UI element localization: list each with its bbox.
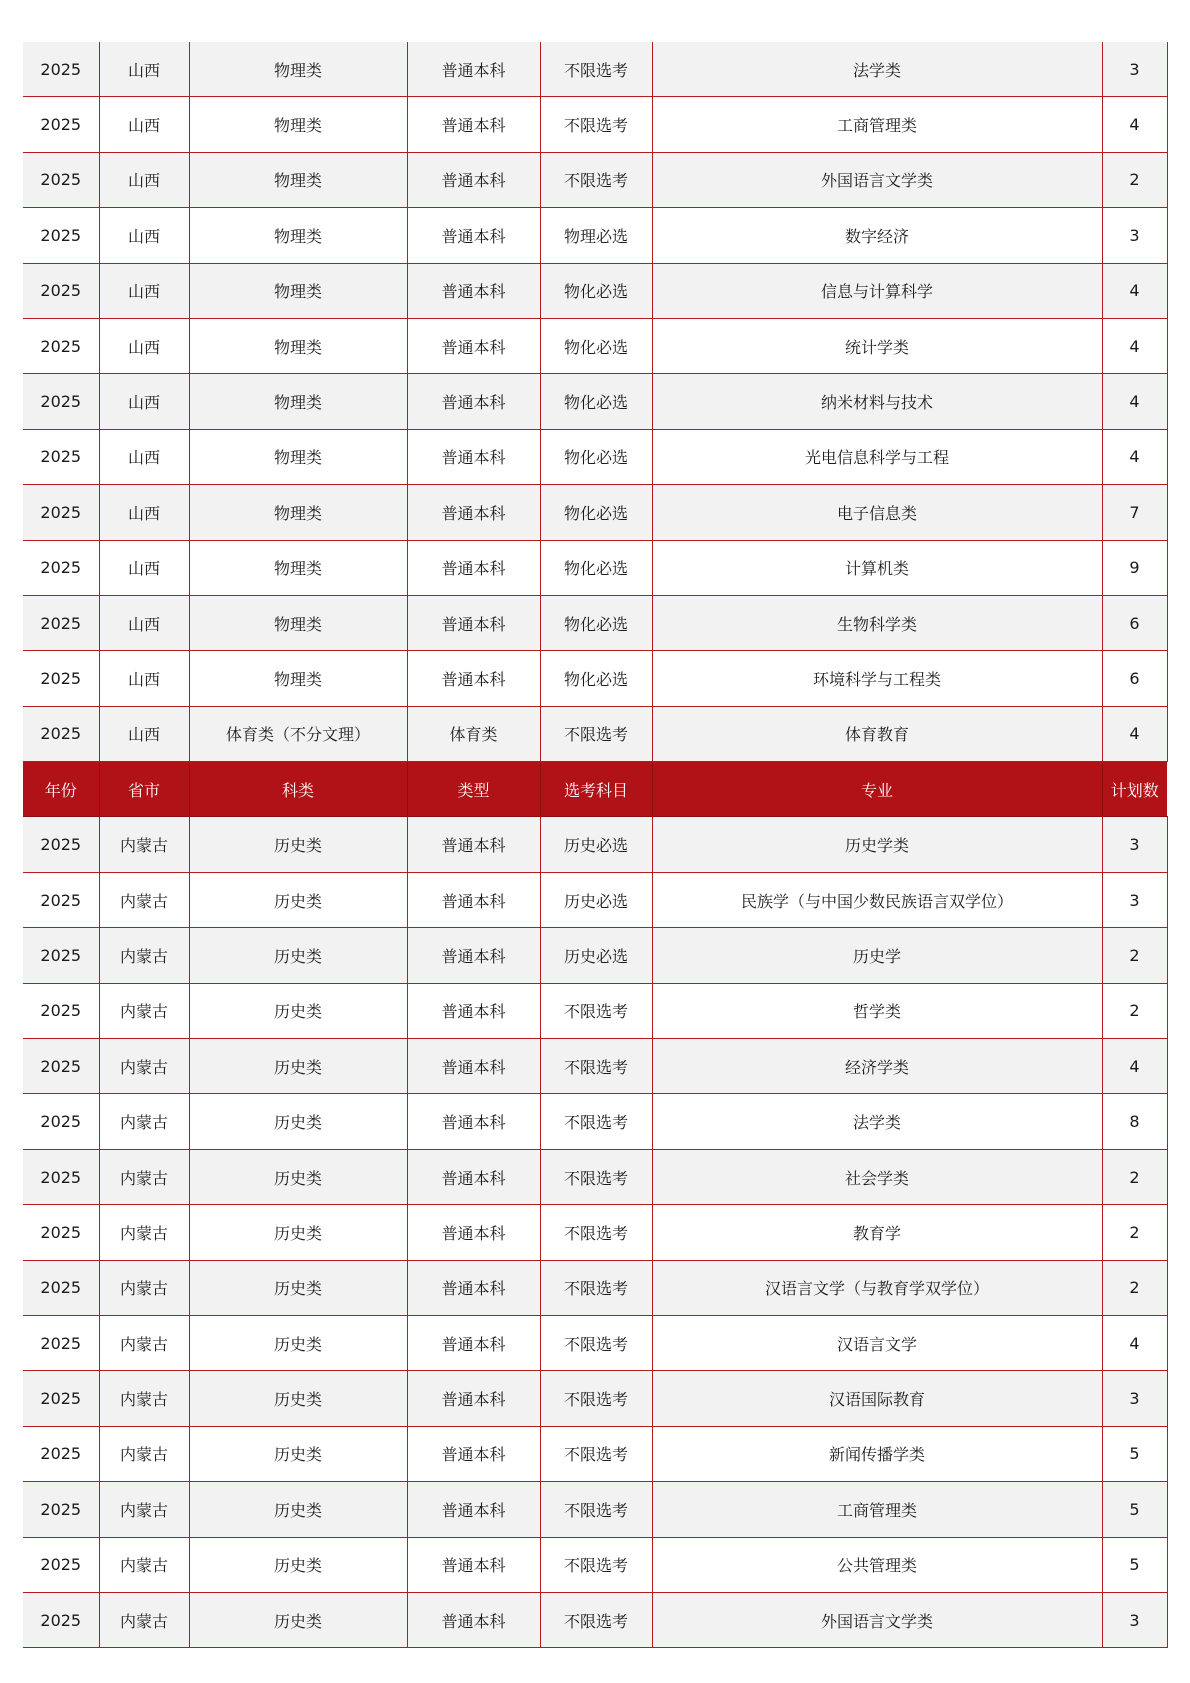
type-cell: 普通本科 bbox=[407, 1205, 540, 1260]
province-cell: 内蒙古 bbox=[99, 1205, 189, 1260]
province-cell: 内蒙古 bbox=[99, 1592, 189, 1647]
province-cell: 山西 bbox=[99, 42, 189, 97]
subjects-cell: 物化必选 bbox=[540, 651, 652, 706]
subjects-cell: 物理必选 bbox=[540, 208, 652, 263]
type-cell: 普通本科 bbox=[407, 1482, 540, 1537]
subjects-cell: 不限选考 bbox=[540, 97, 652, 152]
year-cell: 2025 bbox=[23, 263, 99, 318]
plan-count-cell: 6 bbox=[1102, 595, 1167, 650]
major-cell: 历史学类 bbox=[652, 817, 1102, 872]
category-cell: 物理类 bbox=[189, 540, 407, 595]
table-row bbox=[23, 651, 1167, 706]
major-cell: 信息与计算科学 bbox=[652, 263, 1102, 318]
year-cell: 2025 bbox=[23, 1315, 99, 1370]
year-cell: 2025 bbox=[23, 429, 99, 484]
table-row bbox=[23, 1315, 1167, 1370]
type-cell: 普通本科 bbox=[407, 1592, 540, 1647]
major-cell: 法学类 bbox=[652, 1094, 1102, 1149]
table-row bbox=[23, 706, 1167, 761]
plan-count-cell: 2 bbox=[1102, 152, 1167, 207]
category-cell: 物理类 bbox=[189, 97, 407, 152]
major-cell: 历史学 bbox=[652, 928, 1102, 983]
province-cell: 山西 bbox=[99, 429, 189, 484]
year-cell: 2025 bbox=[23, 651, 99, 706]
plan-count-cell: 3 bbox=[1102, 872, 1167, 927]
year-cell: 2025 bbox=[23, 1094, 99, 1149]
major-cell: 统计学类 bbox=[652, 318, 1102, 373]
table-row bbox=[23, 152, 1167, 207]
plan-count-cell: 4 bbox=[1102, 374, 1167, 429]
type-cell: 普通本科 bbox=[407, 42, 540, 97]
header-major: 专业 bbox=[652, 762, 1102, 817]
type-cell: 普通本科 bbox=[407, 263, 540, 318]
province-cell: 内蒙古 bbox=[99, 1094, 189, 1149]
province-cell: 内蒙古 bbox=[99, 1260, 189, 1315]
type-cell: 普通本科 bbox=[407, 983, 540, 1038]
plan-count-cell: 8 bbox=[1102, 1094, 1167, 1149]
header-subjects: 选考科目 bbox=[540, 762, 652, 817]
category-cell: 历史类 bbox=[189, 1205, 407, 1260]
table-row bbox=[23, 595, 1167, 650]
enrollment-table-bottom bbox=[23, 762, 1168, 1648]
type-cell: 普通本科 bbox=[407, 1315, 540, 1370]
category-cell: 历史类 bbox=[189, 872, 407, 927]
province-cell: 山西 bbox=[99, 595, 189, 650]
header-category: 科类 bbox=[189, 762, 407, 817]
subjects-cell: 不限选考 bbox=[540, 1371, 652, 1426]
type-cell: 普通本科 bbox=[407, 540, 540, 595]
major-cell: 哲学类 bbox=[652, 983, 1102, 1038]
year-cell: 2025 bbox=[23, 485, 99, 540]
plan-count-cell: 2 bbox=[1102, 1149, 1167, 1204]
subjects-cell: 历史必选 bbox=[540, 928, 652, 983]
province-cell: 内蒙古 bbox=[99, 1482, 189, 1537]
category-cell: 体育类（不分文理） bbox=[189, 706, 407, 761]
subjects-cell: 不限选考 bbox=[540, 1537, 652, 1592]
header-plan-count: 计划数 bbox=[1102, 762, 1167, 817]
year-cell: 2025 bbox=[23, 1205, 99, 1260]
type-cell: 普通本科 bbox=[407, 208, 540, 263]
subjects-cell: 物化必选 bbox=[540, 595, 652, 650]
table-row bbox=[23, 1482, 1167, 1537]
plan-count-cell: 3 bbox=[1102, 208, 1167, 263]
table-row bbox=[23, 983, 1167, 1038]
year-cell: 2025 bbox=[23, 152, 99, 207]
subjects-cell: 不限选考 bbox=[540, 1094, 652, 1149]
plan-count-cell: 4 bbox=[1102, 1315, 1167, 1370]
subjects-cell: 不限选考 bbox=[540, 1315, 652, 1370]
category-cell: 历史类 bbox=[189, 1315, 407, 1370]
plan-count-cell: 2 bbox=[1102, 1205, 1167, 1260]
category-cell: 历史类 bbox=[189, 983, 407, 1038]
year-cell: 2025 bbox=[23, 1149, 99, 1204]
province-cell: 山西 bbox=[99, 485, 189, 540]
table-row bbox=[23, 1426, 1167, 1481]
table-header-row bbox=[23, 762, 1167, 817]
year-cell: 2025 bbox=[23, 208, 99, 263]
province-cell: 内蒙古 bbox=[99, 1537, 189, 1592]
category-cell: 物理类 bbox=[189, 651, 407, 706]
province-cell: 内蒙古 bbox=[99, 1426, 189, 1481]
table-row bbox=[23, 1371, 1167, 1426]
plan-count-cell: 3 bbox=[1102, 817, 1167, 872]
major-cell: 数字经济 bbox=[652, 208, 1102, 263]
major-cell: 汉语言文学（与教育学双学位） bbox=[652, 1260, 1102, 1315]
type-cell: 普通本科 bbox=[407, 1094, 540, 1149]
header-type: 类型 bbox=[407, 762, 540, 817]
type-cell: 普通本科 bbox=[407, 872, 540, 927]
table-row bbox=[23, 872, 1167, 927]
table-body-shanxi bbox=[23, 42, 1167, 762]
major-cell: 体育教育 bbox=[652, 706, 1102, 761]
province-cell: 内蒙古 bbox=[99, 928, 189, 983]
table-row bbox=[23, 429, 1167, 484]
table-body-inner-mongolia bbox=[23, 817, 1167, 1648]
subjects-cell: 不限选考 bbox=[540, 152, 652, 207]
year-cell: 2025 bbox=[23, 983, 99, 1038]
major-cell: 社会学类 bbox=[652, 1149, 1102, 1204]
subjects-cell: 不限选考 bbox=[540, 1260, 652, 1315]
province-cell: 山西 bbox=[99, 152, 189, 207]
type-cell: 普通本科 bbox=[407, 1426, 540, 1481]
plan-count-cell: 2 bbox=[1102, 983, 1167, 1038]
category-cell: 物理类 bbox=[189, 485, 407, 540]
type-cell: 普通本科 bbox=[407, 928, 540, 983]
subjects-cell: 不限选考 bbox=[540, 42, 652, 97]
year-cell: 2025 bbox=[23, 42, 99, 97]
plan-count-cell: 4 bbox=[1102, 429, 1167, 484]
major-cell: 环境科学与工程类 bbox=[652, 651, 1102, 706]
year-cell: 2025 bbox=[23, 540, 99, 595]
province-cell: 内蒙古 bbox=[99, 983, 189, 1038]
type-cell: 普通本科 bbox=[407, 152, 540, 207]
category-cell: 历史类 bbox=[189, 1537, 407, 1592]
year-cell: 2025 bbox=[23, 1039, 99, 1094]
table-row bbox=[23, 263, 1167, 318]
year-cell: 2025 bbox=[23, 1426, 99, 1481]
category-cell: 历史类 bbox=[189, 1094, 407, 1149]
plan-count-cell: 5 bbox=[1102, 1426, 1167, 1481]
province-cell: 内蒙古 bbox=[99, 1149, 189, 1204]
category-cell: 历史类 bbox=[189, 928, 407, 983]
type-cell: 普通本科 bbox=[407, 485, 540, 540]
category-cell: 物理类 bbox=[189, 152, 407, 207]
subjects-cell: 物化必选 bbox=[540, 429, 652, 484]
major-cell: 汉语国际教育 bbox=[652, 1371, 1102, 1426]
table-row bbox=[23, 374, 1167, 429]
table-row bbox=[23, 928, 1167, 983]
province-cell: 山西 bbox=[99, 318, 189, 373]
table-row bbox=[23, 540, 1167, 595]
year-cell: 2025 bbox=[23, 318, 99, 373]
province-cell: 内蒙古 bbox=[99, 1371, 189, 1426]
table-row bbox=[23, 42, 1167, 97]
table-row bbox=[23, 485, 1167, 540]
year-cell: 2025 bbox=[23, 817, 99, 872]
subjects-cell: 不限选考 bbox=[540, 1205, 652, 1260]
province-cell: 内蒙古 bbox=[99, 872, 189, 927]
major-cell: 经济学类 bbox=[652, 1039, 1102, 1094]
year-cell: 2025 bbox=[23, 872, 99, 927]
province-cell: 山西 bbox=[99, 374, 189, 429]
table-row bbox=[23, 318, 1167, 373]
plan-count-cell: 4 bbox=[1102, 97, 1167, 152]
subjects-cell: 不限选考 bbox=[540, 1482, 652, 1537]
category-cell: 物理类 bbox=[189, 208, 407, 263]
enrollment-plan-sheet bbox=[23, 42, 1167, 1648]
major-cell: 电子信息类 bbox=[652, 485, 1102, 540]
subjects-cell: 物化必选 bbox=[540, 374, 652, 429]
major-cell: 教育学 bbox=[652, 1205, 1102, 1260]
subjects-cell: 不限选考 bbox=[540, 706, 652, 761]
type-cell: 普通本科 bbox=[407, 374, 540, 429]
province-cell: 山西 bbox=[99, 97, 189, 152]
year-cell: 2025 bbox=[23, 1260, 99, 1315]
plan-count-cell: 2 bbox=[1102, 1260, 1167, 1315]
header-province: 省市 bbox=[99, 762, 189, 817]
category-cell: 历史类 bbox=[189, 1426, 407, 1481]
plan-count-cell: 3 bbox=[1102, 1592, 1167, 1647]
table-row bbox=[23, 97, 1167, 152]
category-cell: 物理类 bbox=[189, 595, 407, 650]
major-cell: 工商管理类 bbox=[652, 1482, 1102, 1537]
plan-count-cell: 5 bbox=[1102, 1482, 1167, 1537]
category-cell: 物理类 bbox=[189, 374, 407, 429]
table-row bbox=[23, 1592, 1167, 1647]
table-row bbox=[23, 1537, 1167, 1592]
table-row bbox=[23, 1149, 1167, 1204]
table-row bbox=[23, 1205, 1167, 1260]
type-cell: 普通本科 bbox=[407, 318, 540, 373]
major-cell: 外国语言文学类 bbox=[652, 152, 1102, 207]
category-cell: 历史类 bbox=[189, 1592, 407, 1647]
table-row bbox=[23, 1094, 1167, 1149]
type-cell: 普通本科 bbox=[407, 429, 540, 484]
category-cell: 物理类 bbox=[189, 318, 407, 373]
province-cell: 山西 bbox=[99, 706, 189, 761]
category-cell: 物理类 bbox=[189, 429, 407, 484]
year-cell: 2025 bbox=[23, 1482, 99, 1537]
major-cell: 法学类 bbox=[652, 42, 1102, 97]
category-cell: 历史类 bbox=[189, 1260, 407, 1315]
category-cell: 历史类 bbox=[189, 1482, 407, 1537]
table-row bbox=[23, 1260, 1167, 1315]
major-cell: 光电信息科学与工程 bbox=[652, 429, 1102, 484]
subjects-cell: 历史必选 bbox=[540, 817, 652, 872]
province-cell: 山西 bbox=[99, 651, 189, 706]
subjects-cell: 物化必选 bbox=[540, 540, 652, 595]
plan-count-cell: 4 bbox=[1102, 706, 1167, 761]
type-cell: 普通本科 bbox=[407, 1260, 540, 1315]
category-cell: 历史类 bbox=[189, 1039, 407, 1094]
subjects-cell: 物化必选 bbox=[540, 485, 652, 540]
major-cell: 生物科学类 bbox=[652, 595, 1102, 650]
subjects-cell: 物化必选 bbox=[540, 263, 652, 318]
category-cell: 物理类 bbox=[189, 42, 407, 97]
plan-count-cell: 7 bbox=[1102, 485, 1167, 540]
year-cell: 2025 bbox=[23, 97, 99, 152]
subjects-cell: 不限选考 bbox=[540, 1592, 652, 1647]
type-cell: 体育类 bbox=[407, 706, 540, 761]
plan-count-cell: 4 bbox=[1102, 318, 1167, 373]
type-cell: 普通本科 bbox=[407, 595, 540, 650]
type-cell: 普通本科 bbox=[407, 817, 540, 872]
plan-count-cell: 4 bbox=[1102, 263, 1167, 318]
type-cell: 普通本科 bbox=[407, 651, 540, 706]
province-cell: 内蒙古 bbox=[99, 1315, 189, 1370]
plan-count-cell: 2 bbox=[1102, 928, 1167, 983]
province-cell: 内蒙古 bbox=[99, 817, 189, 872]
category-cell: 历史类 bbox=[189, 1149, 407, 1204]
subjects-cell: 不限选考 bbox=[540, 1039, 652, 1094]
major-cell: 公共管理类 bbox=[652, 1537, 1102, 1592]
major-cell: 纳米材料与技术 bbox=[652, 374, 1102, 429]
province-cell: 内蒙古 bbox=[99, 1039, 189, 1094]
plan-count-cell: 3 bbox=[1102, 1371, 1167, 1426]
category-cell: 物理类 bbox=[189, 263, 407, 318]
subjects-cell: 物化必选 bbox=[540, 318, 652, 373]
type-cell: 普通本科 bbox=[407, 1537, 540, 1592]
subjects-cell: 不限选考 bbox=[540, 983, 652, 1038]
major-cell: 外国语言文学类 bbox=[652, 1592, 1102, 1647]
year-cell: 2025 bbox=[23, 706, 99, 761]
plan-count-cell: 6 bbox=[1102, 651, 1167, 706]
major-cell: 民族学（与中国少数民族语言双学位） bbox=[652, 872, 1102, 927]
subjects-cell: 不限选考 bbox=[540, 1149, 652, 1204]
type-cell: 普通本科 bbox=[407, 1149, 540, 1204]
type-cell: 普通本科 bbox=[407, 1371, 540, 1426]
table-row bbox=[23, 1039, 1167, 1094]
year-cell: 2025 bbox=[23, 1371, 99, 1426]
year-cell: 2025 bbox=[23, 374, 99, 429]
major-cell: 汉语言文学 bbox=[652, 1315, 1102, 1370]
major-cell: 计算机类 bbox=[652, 540, 1102, 595]
plan-count-cell: 5 bbox=[1102, 1537, 1167, 1592]
table-row bbox=[23, 817, 1167, 872]
subjects-cell: 历史必选 bbox=[540, 872, 652, 927]
plan-count-cell: 3 bbox=[1102, 42, 1167, 97]
year-cell: 2025 bbox=[23, 928, 99, 983]
enrollment-table-top bbox=[23, 42, 1168, 762]
table-row bbox=[23, 208, 1167, 263]
type-cell: 普通本科 bbox=[407, 1039, 540, 1094]
plan-count-cell: 9 bbox=[1102, 540, 1167, 595]
header-year: 年份 bbox=[23, 762, 99, 817]
year-cell: 2025 bbox=[23, 1537, 99, 1592]
major-cell: 工商管理类 bbox=[652, 97, 1102, 152]
subjects-cell: 不限选考 bbox=[540, 1426, 652, 1481]
plan-count-cell: 4 bbox=[1102, 1039, 1167, 1094]
year-cell: 2025 bbox=[23, 595, 99, 650]
major-cell: 新闻传播学类 bbox=[652, 1426, 1102, 1481]
province-cell: 山西 bbox=[99, 263, 189, 318]
province-cell: 山西 bbox=[99, 208, 189, 263]
province-cell: 山西 bbox=[99, 540, 189, 595]
category-cell: 历史类 bbox=[189, 1371, 407, 1426]
type-cell: 普通本科 bbox=[407, 97, 540, 152]
category-cell: 历史类 bbox=[189, 817, 407, 872]
year-cell: 2025 bbox=[23, 1592, 99, 1647]
